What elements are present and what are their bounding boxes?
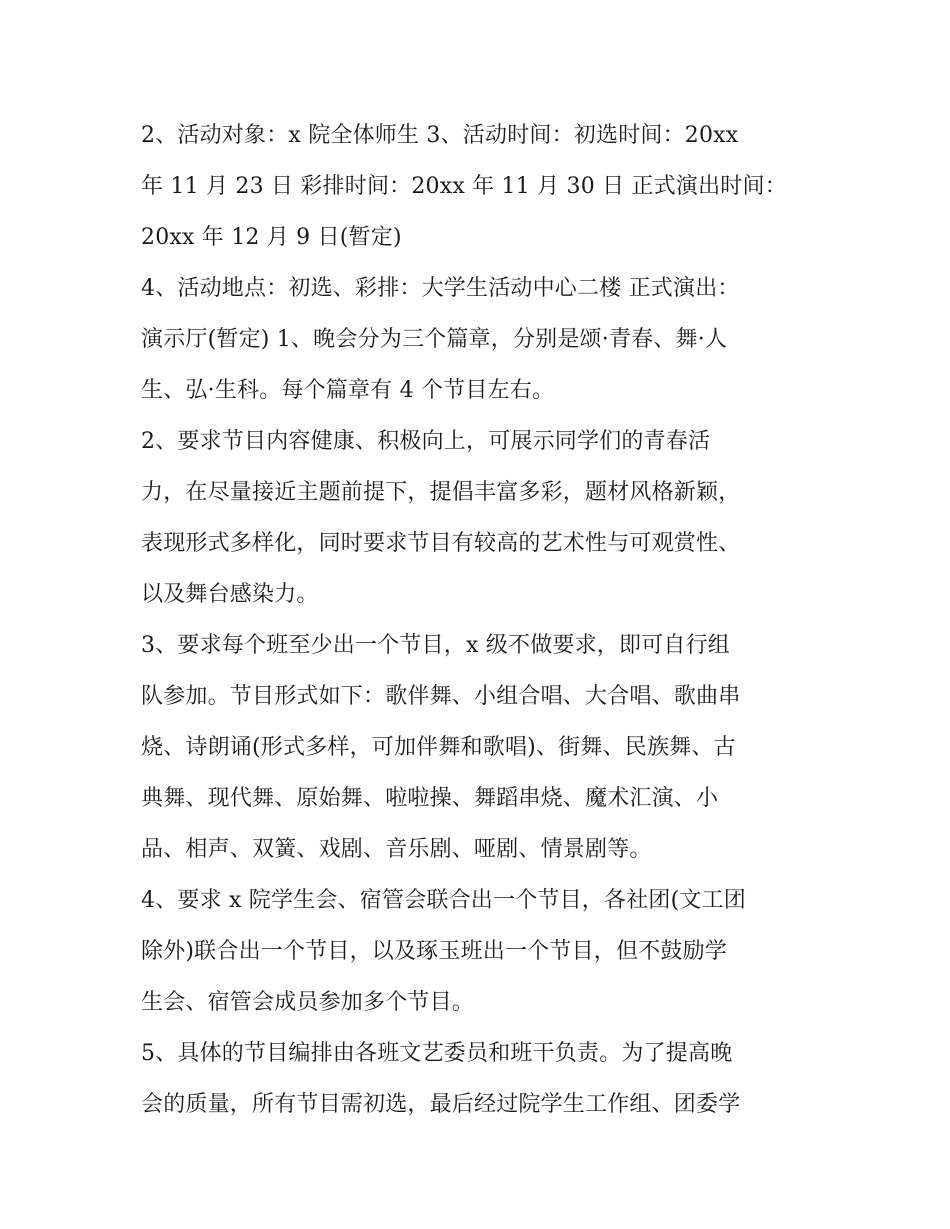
text-line: 生会、宿管会成员参加多个节目。 <box>141 990 475 1015</box>
text-line: 20xx 年 12 月 9 日(暂定) <box>141 225 402 250</box>
text-line: 演示厅(暂定) 1、晚会分为三个篇章，分别是颂·青春、舞·人 <box>141 327 728 352</box>
text-line: 2、活动对象：x 院全体师生 3、活动时间：初选时间：20xx <box>141 123 739 148</box>
text-line: 会的质量，所有节目需初选，最后经过院学生工作组、团委学 <box>141 1092 741 1117</box>
text-line: 3、要求每个班至少出一个节目，x 级不做要求，即可自行组 <box>141 633 730 658</box>
text-line: 生、弘·生科。每个篇章有 4 个节目左右。 <box>141 378 555 403</box>
text-line: 2、要求节目内容健康、积极向上，可展示同学们的青春活 <box>141 429 711 454</box>
document-body <box>141 110 821 1130</box>
text-line: 年 11 月 23 日 彩排时间：20xx 年 11 月 30 日 正式演出时间： <box>141 174 787 199</box>
text-line: 典舞、现代舞、原始舞、啦啦操、舞蹈串烧、魔术汇演、小 <box>141 786 719 811</box>
text-line: 品、相声、双簧、戏剧、音乐剧、哑剧、情景剧等。 <box>141 837 652 862</box>
text-line: 力，在尽量接近主题前提下，提倡丰富多彩，题材风格新颖， <box>141 480 741 505</box>
text-line: 以及舞台感染力。 <box>141 582 319 607</box>
text-line: 除外)联合出一个节目，以及琢玉班出一个节目，但不鼓励学 <box>141 939 727 964</box>
text-line: 4、要求 x 院学生会、宿管会联合出一个节目，各社团(文工团 <box>141 888 746 913</box>
text-line: 烧、诗朗诵(形式多样，可加伴舞和歌唱)、街舞、民族舞、古 <box>141 735 736 760</box>
text-line: 4、活动地点：初选、彩排：大学生活动中心二楼 正式演出： <box>141 276 740 301</box>
text-line: 队参加。节目形式如下：歌伴舞、小组合唱、大合唱、歌曲串 <box>141 684 741 709</box>
text-line: 表现形式多样化，同时要求节目有较高的艺术性与可观赏性、 <box>141 531 741 556</box>
text-line: 5、具体的节目编排由各班文艺委员和班干负责。为了提高晚 <box>141 1041 733 1066</box>
